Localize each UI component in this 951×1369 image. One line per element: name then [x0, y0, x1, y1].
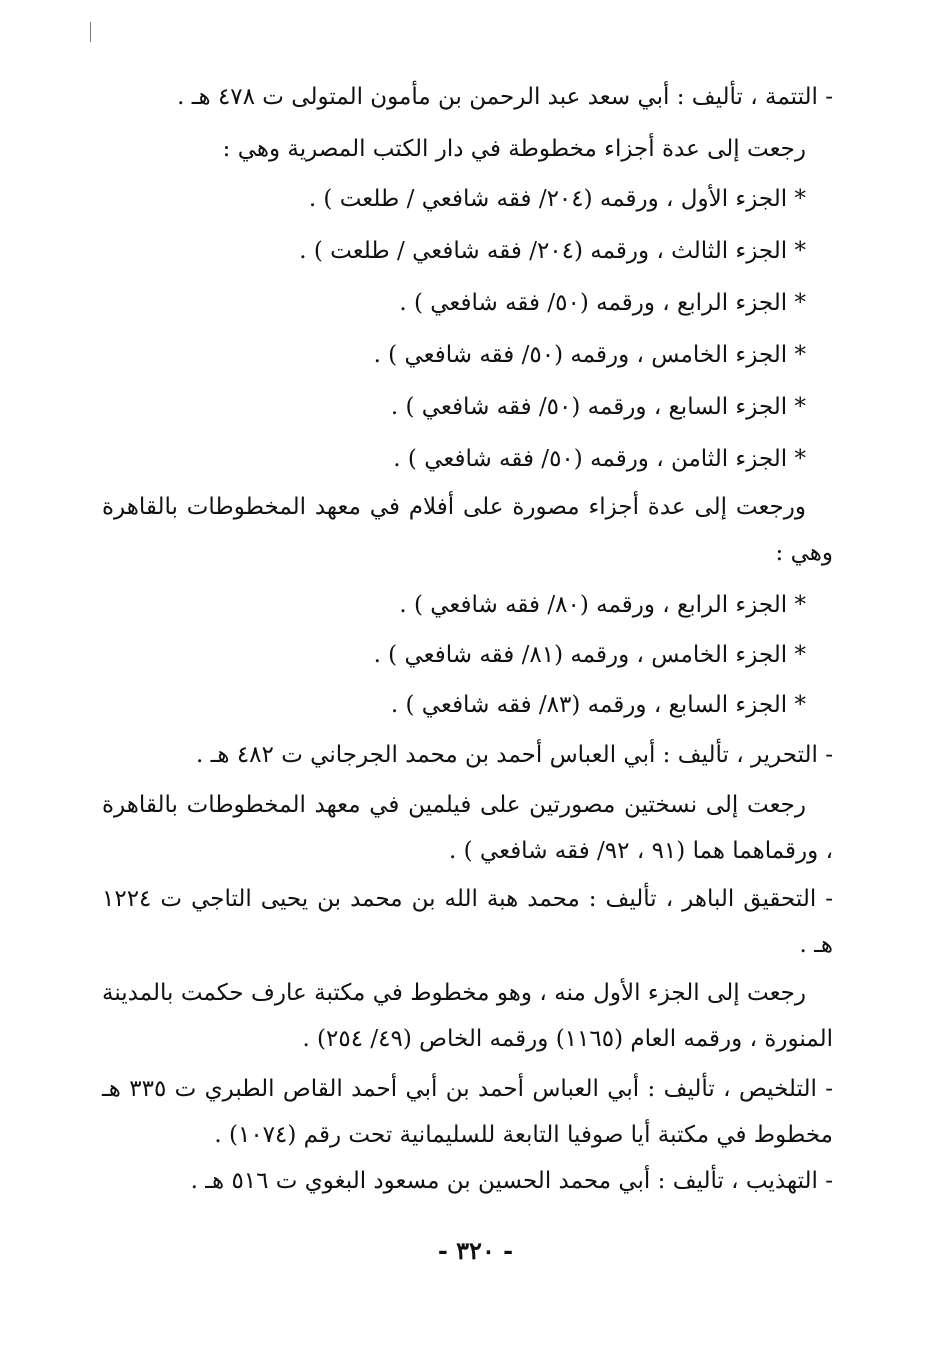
list-item: * الجزء الثالث ، ورقمه (٢٠٤/ فقه شافعي / طلعت ) .: [299, 238, 806, 264]
entry-tatimma-intro: رجعت إلى عدة أجزاء مخطوطة في دار الكتب المصرية وهي :: [222, 136, 806, 162]
page-number: - ٣٢٠ -: [437, 1236, 514, 1265]
entry-tatimma-films-intro: ورجعت إلى عدة أجزاء مصورة على أفلام في معهد المخطوطات بالقاهرة وهي :: [102, 494, 833, 566]
entry-tahqiq-desc: رجعت إلى الجزء الأول منه ، وهو مخطوط في مكتبة عارف حكمت بالمدينة المنورة ، ورقمه العام (١١٦٥) ورقمه الخاص (٤٩/ ٢٥٤) .: [102, 980, 833, 1052]
list-item: * الجزء السابع ، ورقمه (٨٣/ فقه شافعي ) .: [390, 692, 806, 718]
list-item: * الجزء الثامن ، ورقمه (٥٠/ فقه شافعي ) .: [393, 446, 806, 472]
entry-tahqiq-title: - التحقيق الباهر ، تأليف : محمد هبة الله بن محمد بن يحيى التاجي ت ١٢٢٤ هـ .: [102, 886, 833, 958]
entry-talkhis-title: - التلخيص ، تأليف : أبي العباس أحمد بن أبي أحمد القاص الطبري ت ٣٣٥ هـ مخطوط في مكتبة أيا صوفيا التابعة للسليمانية تحت رقم (١٠٧٤) .: [102, 1076, 833, 1148]
list-item: * الجزء الرابع ، ورقمه (٨٠/ فقه شافعي ) .: [399, 592, 806, 618]
entry-tahrir-desc: رجعت إلى نسختين مصورتين على فيلمين في معهد المخطوطات بالقاهرة ، ورقماهما هما (٩١ ، ٩٢/ فقه شافعي ) .: [102, 792, 833, 864]
entry-tahrir-title: - التحرير ، تأليف : أبي العباس أحمد بن محمد الجرجاني ت ٤٨٢ هـ .: [196, 742, 833, 768]
list-item: * الجزء السابع ، ورقمه (٥٠/ فقه شافعي ) .: [390, 394, 806, 420]
entry-tatimma-title: - التتمة ، تأليف : أبي سعد عبد الرحمن بن مأمون المتولى ت ٤٧٨ هـ .: [177, 84, 833, 110]
list-item: * الجزء الرابع ، ورقمه (٥٠/ فقه شافعي ) .: [399, 290, 806, 316]
list-item: * الجزء الخامس ، ورقمه (٥٠/ فقه شافعي ) .: [373, 342, 806, 368]
entry-tahdhib-title: - التهذيب ، تأليف : أبي محمد الحسين بن مسعود البغوي ت ٥١٦ هـ .: [190, 1168, 833, 1194]
list-item: * الجزء الخامس ، ورقمه (٨١/ فقه شافعي ) .: [373, 642, 806, 668]
scan-mark: [90, 22, 91, 42]
list-item: * الجزء الأول ، ورقمه (٢٠٤/ فقه شافعي / طلعت ) .: [308, 186, 806, 212]
